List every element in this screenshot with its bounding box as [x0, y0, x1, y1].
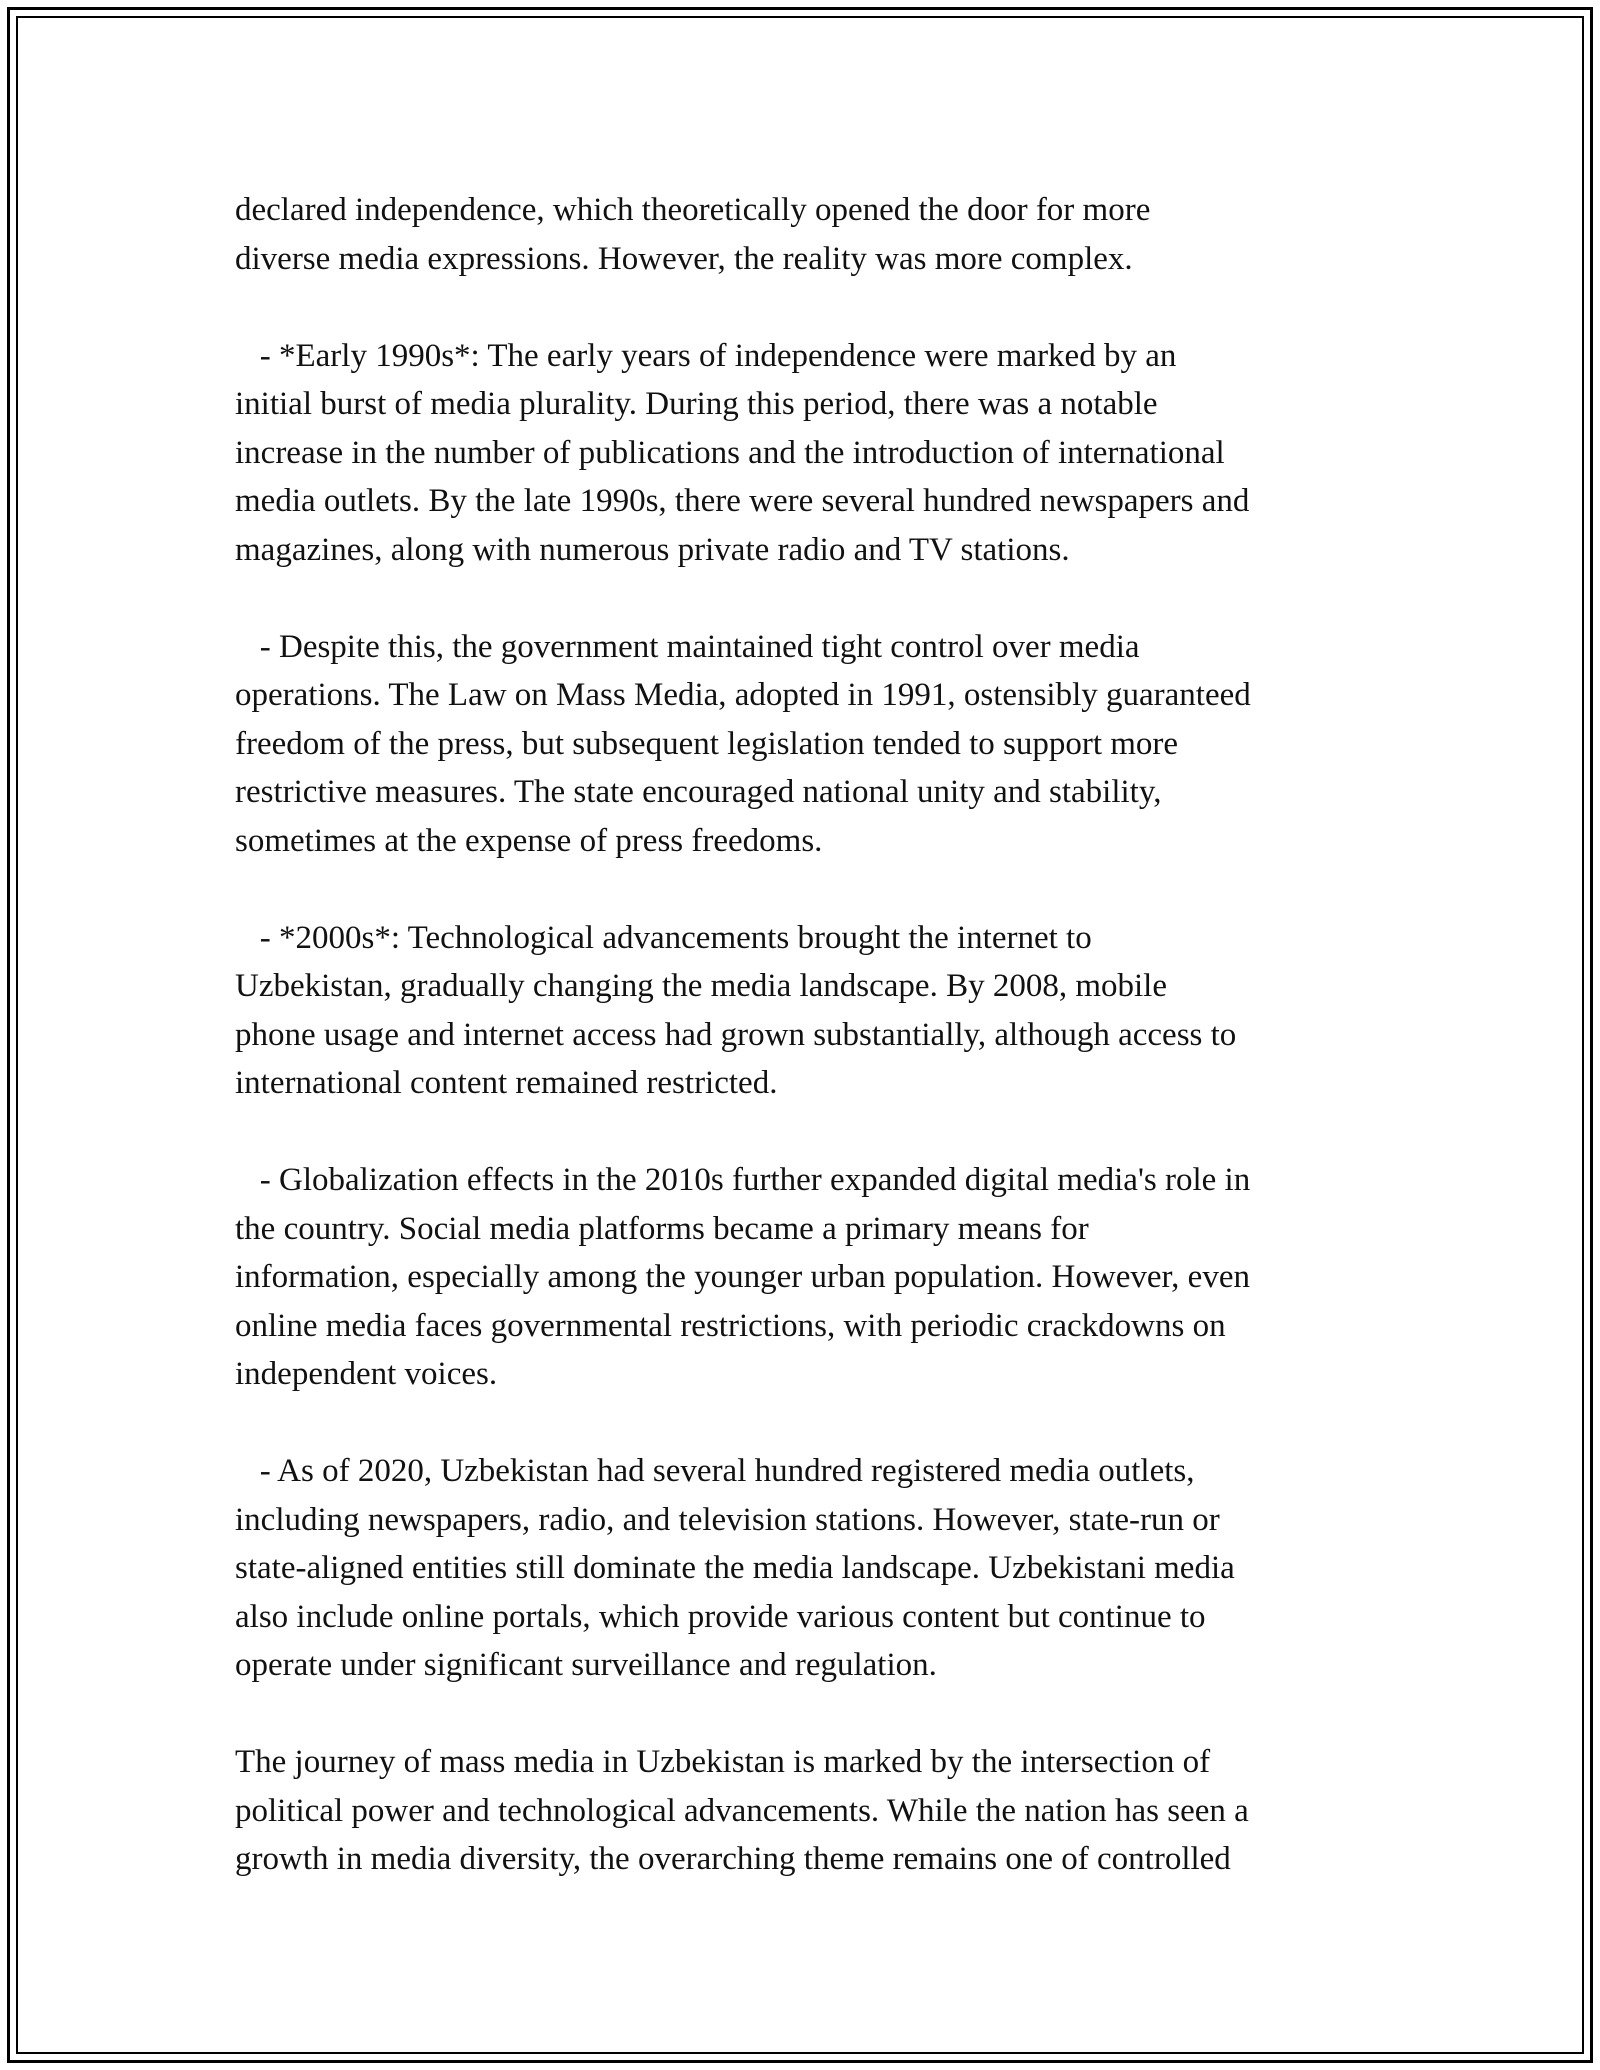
text-line: magazines, along with numerous private radio and TV stations.	[235, 531, 1070, 568]
text-line: state-aligned entities still dominate the media landscape. Uzbekistani media	[235, 1550, 1235, 1586]
text-line: freedom of the press, but subsequent legislation tended to support more	[235, 725, 1179, 762]
text-line: - Despite this, the government maintained tight control over media	[235, 628, 1140, 665]
text-line: declared independence, which theoretically opened the door for more	[235, 192, 1151, 228]
text-line: sometimes at the expense of press freedoms.	[235, 822, 823, 859]
text-line: increase in the number of publications and the introduction of international	[235, 434, 1225, 471]
text-line: political power and technological advancements. While the nation has seen a	[235, 1792, 1249, 1829]
text-line: information, especially among the younger urban population. However, even	[235, 1259, 1250, 1295]
text-line: growth in media diversity, the overarching theme remains one of controlled	[235, 1841, 1231, 1877]
text-line: independent voices.	[235, 1356, 498, 1392]
text-line: operate under significant surveillance and regulation.	[235, 1647, 937, 1683]
text-line: - As of 2020, Uzbekistan had several hundred registered media outlets,	[235, 1453, 1195, 1489]
blank-line	[235, 1108, 1385, 1157]
blank-line	[235, 1399, 1385, 1448]
blank-line	[235, 283, 1385, 332]
text-line: including newspapers, radio, and television stations. However, state-run or	[235, 1501, 1220, 1538]
blank-line	[235, 574, 1385, 623]
blank-line	[235, 1690, 1385, 1739]
text-line: - *2000s*: Technological advancements brought the internet to	[235, 919, 1092, 956]
blank-line	[235, 865, 1385, 914]
text-line: - Globalization effects in the 2010s further expanded digital media's role in	[235, 1162, 1251, 1198]
text-line: the country. Social media platforms became a primary means for	[235, 1210, 1089, 1247]
text-line: media outlets. By the late 1990s, there were several hundred newspapers and	[235, 483, 1250, 519]
text-line: also include online portals, which provide various content but continue to	[235, 1598, 1206, 1635]
text-line: The journey of mass media in Uzbekistan is marked by the intersection of	[235, 1744, 1211, 1780]
text-line: online media faces governmental restrictions, with periodic crackdowns on	[235, 1307, 1226, 1344]
text-line: international content remained restricted.	[235, 1065, 778, 1101]
text-line: Uzbekistan, gradually changing the media landscape. By 2008, mobile	[235, 968, 1167, 1004]
text-line: - *Early 1990s*: The early years of independence were marked by an	[235, 337, 1177, 374]
text-line: initial burst of media plurality. During this period, there was a notable	[235, 386, 1158, 422]
document-body	[235, 186, 1385, 1884]
text-line: phone usage and internet access had grown substantially, although access to	[235, 1016, 1237, 1053]
text-line: restrictive measures. The state encouraged national unity and stability,	[235, 774, 1162, 810]
text-line: diverse media expressions. However, the reality was more complex.	[235, 240, 1133, 277]
text-line: operations. The Law on Mass Media, adopted in 1991, ostensibly guaranteed	[235, 677, 1251, 713]
